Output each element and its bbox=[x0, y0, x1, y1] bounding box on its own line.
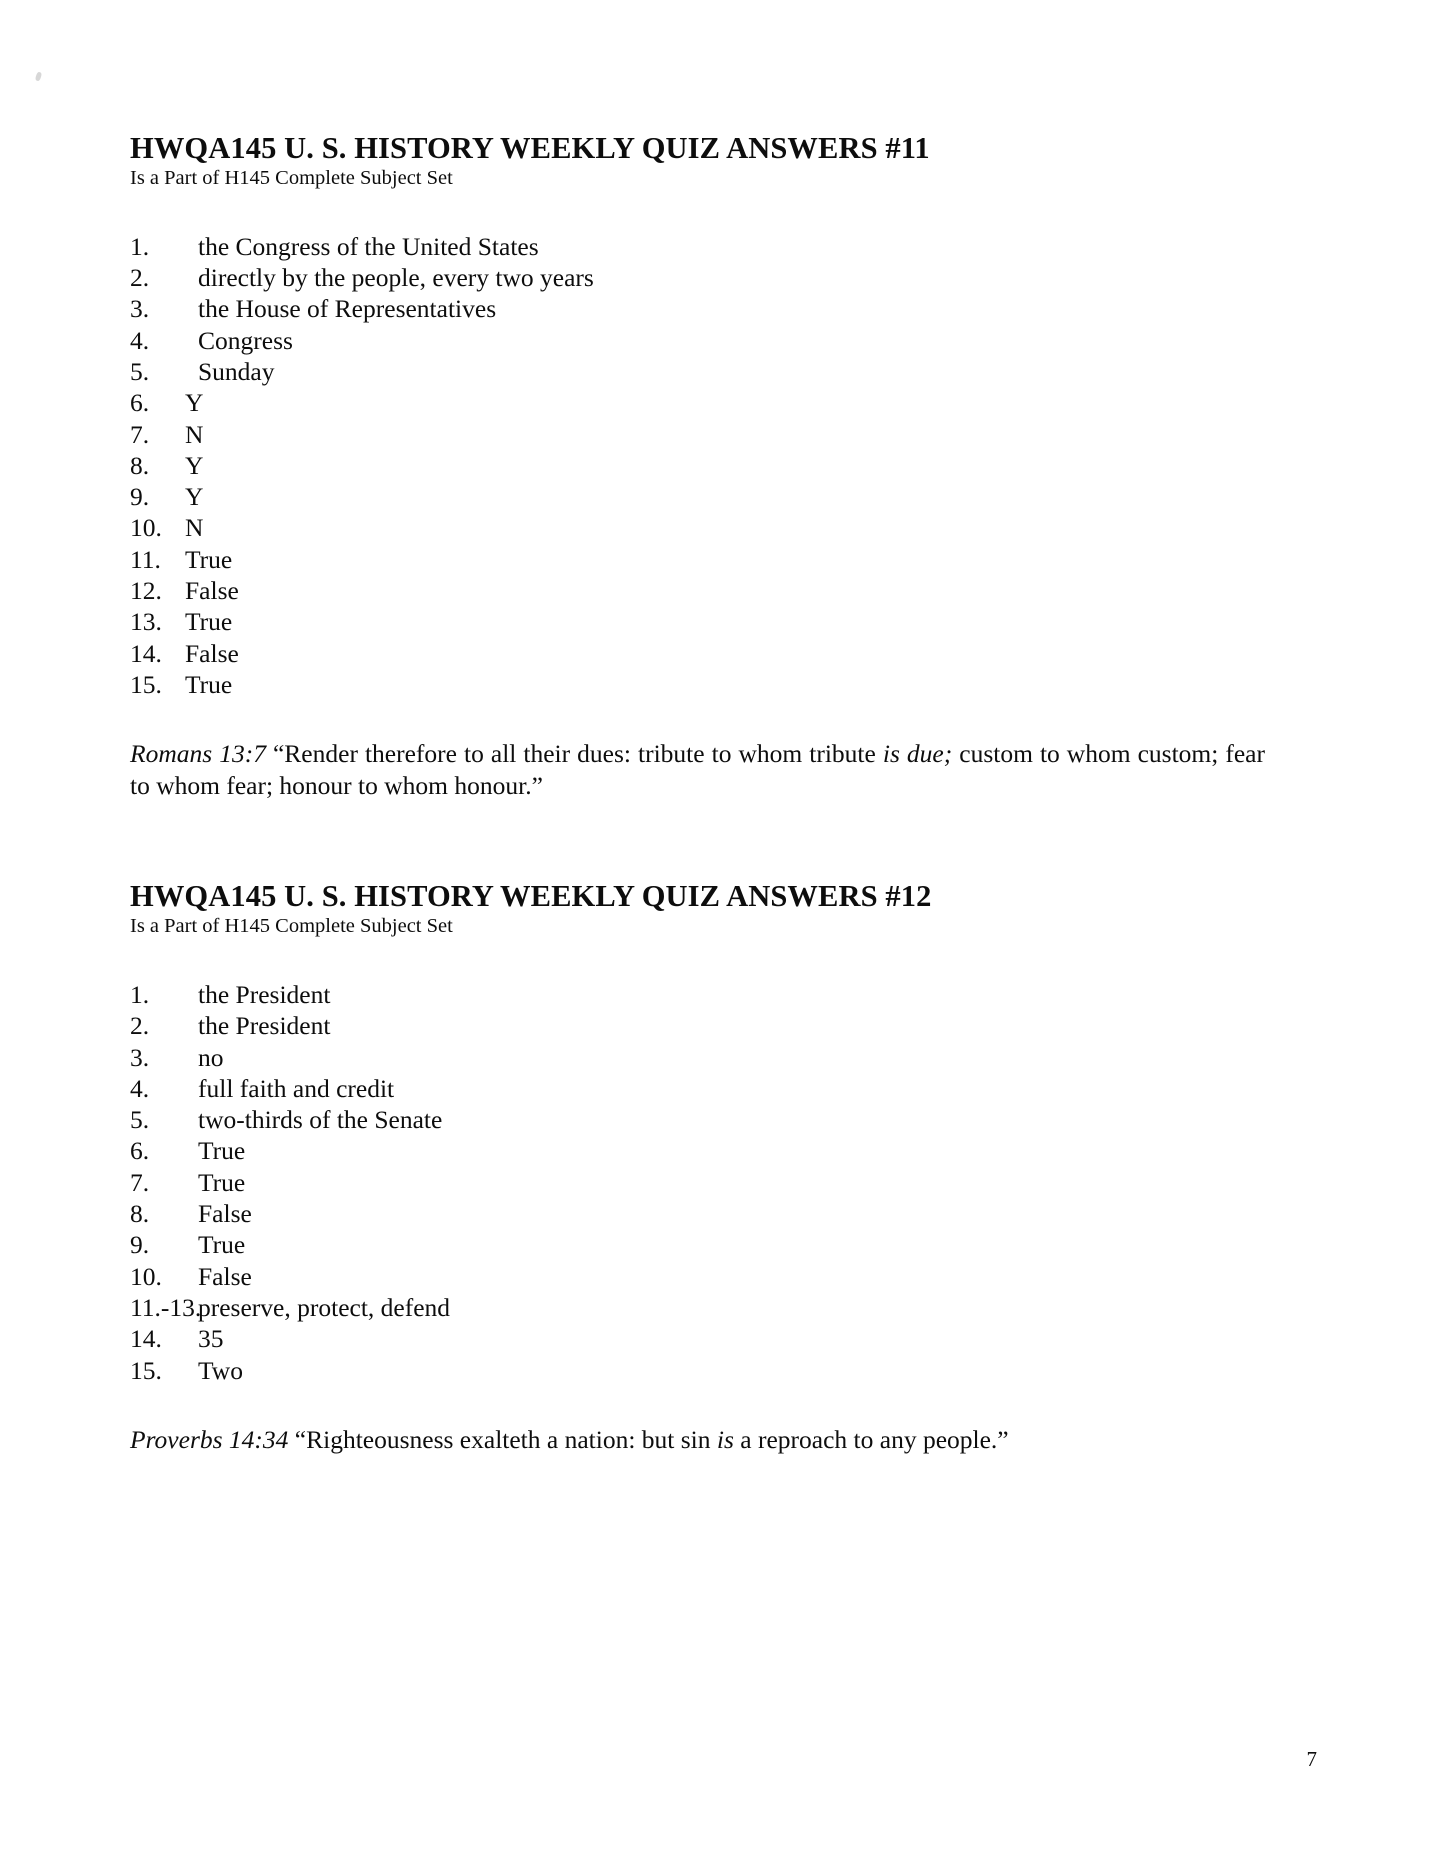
answer-value: False bbox=[198, 1261, 252, 1291]
answer-value: False bbox=[185, 638, 239, 668]
answer-number: 10. bbox=[130, 1261, 162, 1291]
answer-number: 9. bbox=[130, 1230, 150, 1260]
answer-item bbox=[130, 1292, 1265, 1323]
answer-item bbox=[130, 1167, 1265, 1198]
answer-value: False bbox=[198, 1199, 252, 1229]
answer-item bbox=[130, 1135, 1265, 1166]
answer-item bbox=[130, 512, 1265, 543]
answer-item bbox=[130, 669, 1265, 700]
answer-number: 3. bbox=[130, 1042, 150, 1072]
answer-item bbox=[130, 1323, 1265, 1354]
answer-item bbox=[130, 606, 1265, 637]
scripture-text-part2: custom to whom custom; fear to whom fear; honour to whom honour.” bbox=[130, 739, 1265, 800]
scripture-text-part2: a reproach to any people.” bbox=[733, 1424, 1009, 1454]
scripture-reference: Proverbs 14:34 bbox=[130, 1424, 289, 1454]
answer-value: True bbox=[185, 669, 233, 699]
answer-item bbox=[130, 1010, 1265, 1041]
answer-list-11 bbox=[130, 231, 1265, 700]
answer-value: the President bbox=[198, 979, 331, 1009]
quiz-answers-block-12 bbox=[130, 879, 1265, 1455]
answer-number: 11.-13. bbox=[130, 1292, 202, 1322]
answer-item bbox=[130, 1355, 1265, 1386]
answer-value: Congress bbox=[198, 325, 293, 355]
answer-number: 2. bbox=[130, 263, 150, 293]
answer-value: Sunday bbox=[198, 356, 275, 386]
answer-number: 15. bbox=[130, 1355, 162, 1385]
answer-number: 9. bbox=[130, 482, 150, 512]
scripture-text-part1: “Righteousness exalteth a nation: but sin bbox=[288, 1424, 717, 1454]
answer-item bbox=[130, 979, 1265, 1010]
answer-number: 4. bbox=[130, 1073, 150, 1103]
answer-number: 5. bbox=[130, 1105, 150, 1135]
answer-value: preserve, protect, defend bbox=[198, 1292, 451, 1322]
scripture-quote-12 bbox=[130, 1424, 1265, 1456]
answer-value: Y bbox=[185, 482, 204, 512]
answer-number: 7. bbox=[130, 1167, 150, 1197]
answer-item bbox=[130, 575, 1265, 606]
scripture-emphasis: is bbox=[716, 1424, 734, 1454]
document-content bbox=[130, 131, 1265, 1455]
answer-value: N bbox=[185, 513, 204, 543]
answer-item bbox=[130, 450, 1265, 481]
answer-number: 4. bbox=[130, 325, 150, 355]
answer-value: the President bbox=[198, 1011, 331, 1041]
scripture-text-part1: “Render therefore to all their dues: tribute to whom tribute bbox=[265, 739, 883, 769]
answer-item bbox=[130, 481, 1265, 512]
answer-item bbox=[130, 325, 1265, 356]
answer-value: True bbox=[198, 1167, 246, 1197]
quiz-subtitle-12: Is a Part of H145 Complete Subject Set bbox=[130, 915, 453, 938]
answer-number: 10. bbox=[130, 513, 162, 543]
answer-value: directly by the people, every two years bbox=[198, 263, 594, 293]
answer-value: two-thirds of the Senate bbox=[198, 1105, 443, 1135]
answer-number: 8. bbox=[130, 1199, 150, 1229]
answer-number: 11. bbox=[130, 544, 161, 574]
scripture-quote-11 bbox=[130, 738, 1265, 801]
answer-item bbox=[130, 1229, 1265, 1260]
answer-number: 1. bbox=[130, 231, 150, 261]
answer-number: 15. bbox=[130, 669, 162, 699]
answer-item bbox=[130, 1042, 1265, 1073]
scripture-reference: Romans 13:7 bbox=[130, 739, 266, 769]
quiz-title-12: HWQA145 U. S. HISTORY WEEKLY QUIZ ANSWERS #12 bbox=[130, 879, 932, 914]
spacer bbox=[130, 1386, 1265, 1424]
scripture-emphasis: is due; bbox=[882, 739, 953, 769]
answer-number: 3. bbox=[130, 294, 150, 324]
quiz-title-11: HWQA145 U. S. HISTORY WEEKLY QUIZ ANSWERS #11 bbox=[130, 131, 930, 165]
answer-value: True bbox=[198, 1230, 246, 1260]
answer-item bbox=[130, 231, 1265, 262]
answer-number: 7. bbox=[130, 419, 150, 449]
answer-number: 12. bbox=[130, 576, 162, 606]
answer-item bbox=[130, 638, 1265, 669]
answer-number: 2. bbox=[130, 1011, 150, 1041]
answer-item bbox=[130, 1198, 1265, 1229]
spacer bbox=[130, 939, 1265, 979]
answer-value: the Congress of the United States bbox=[198, 231, 539, 261]
answer-number: 1. bbox=[130, 979, 150, 1009]
answer-value: 35 bbox=[198, 1324, 224, 1354]
quiz-subtitle-11: Is a Part of H145 Complete Subject Set bbox=[130, 167, 453, 190]
answer-item bbox=[130, 1104, 1265, 1135]
spacer bbox=[130, 801, 1265, 879]
answer-item bbox=[130, 387, 1265, 418]
answer-number: 6. bbox=[130, 388, 150, 418]
answer-item bbox=[130, 356, 1265, 387]
answer-item bbox=[130, 293, 1265, 324]
answer-item bbox=[130, 1261, 1265, 1292]
scan-artifact-speck bbox=[35, 71, 43, 81]
answer-item bbox=[130, 262, 1265, 293]
quiz-answers-block-11 bbox=[130, 131, 1265, 801]
answer-item bbox=[130, 544, 1265, 575]
answer-number: 14. bbox=[130, 638, 162, 668]
answer-value: full faith and credit bbox=[198, 1073, 395, 1103]
spacer bbox=[130, 700, 1265, 738]
answer-item bbox=[130, 1073, 1265, 1104]
answer-value: N bbox=[185, 419, 204, 449]
answer-value: the House of Representatives bbox=[198, 294, 497, 324]
answer-number: 5. bbox=[130, 356, 150, 386]
answer-item bbox=[130, 419, 1265, 450]
spacer bbox=[130, 191, 1265, 231]
answer-value: False bbox=[185, 576, 239, 606]
page-number: 7 bbox=[1306, 1747, 1317, 1771]
answer-number: 13. bbox=[130, 607, 162, 637]
answer-list-12 bbox=[130, 979, 1265, 1386]
answer-value: True bbox=[198, 1136, 246, 1166]
answer-number: 8. bbox=[130, 450, 150, 480]
answer-number: 6. bbox=[130, 1136, 150, 1166]
answer-value: Y bbox=[185, 388, 204, 418]
answer-value: Two bbox=[198, 1355, 243, 1385]
answer-value: True bbox=[185, 544, 233, 574]
answer-value: Y bbox=[185, 450, 204, 480]
answer-value: True bbox=[185, 607, 233, 637]
answer-value: no bbox=[198, 1042, 224, 1072]
answer-number: 14. bbox=[130, 1324, 162, 1354]
